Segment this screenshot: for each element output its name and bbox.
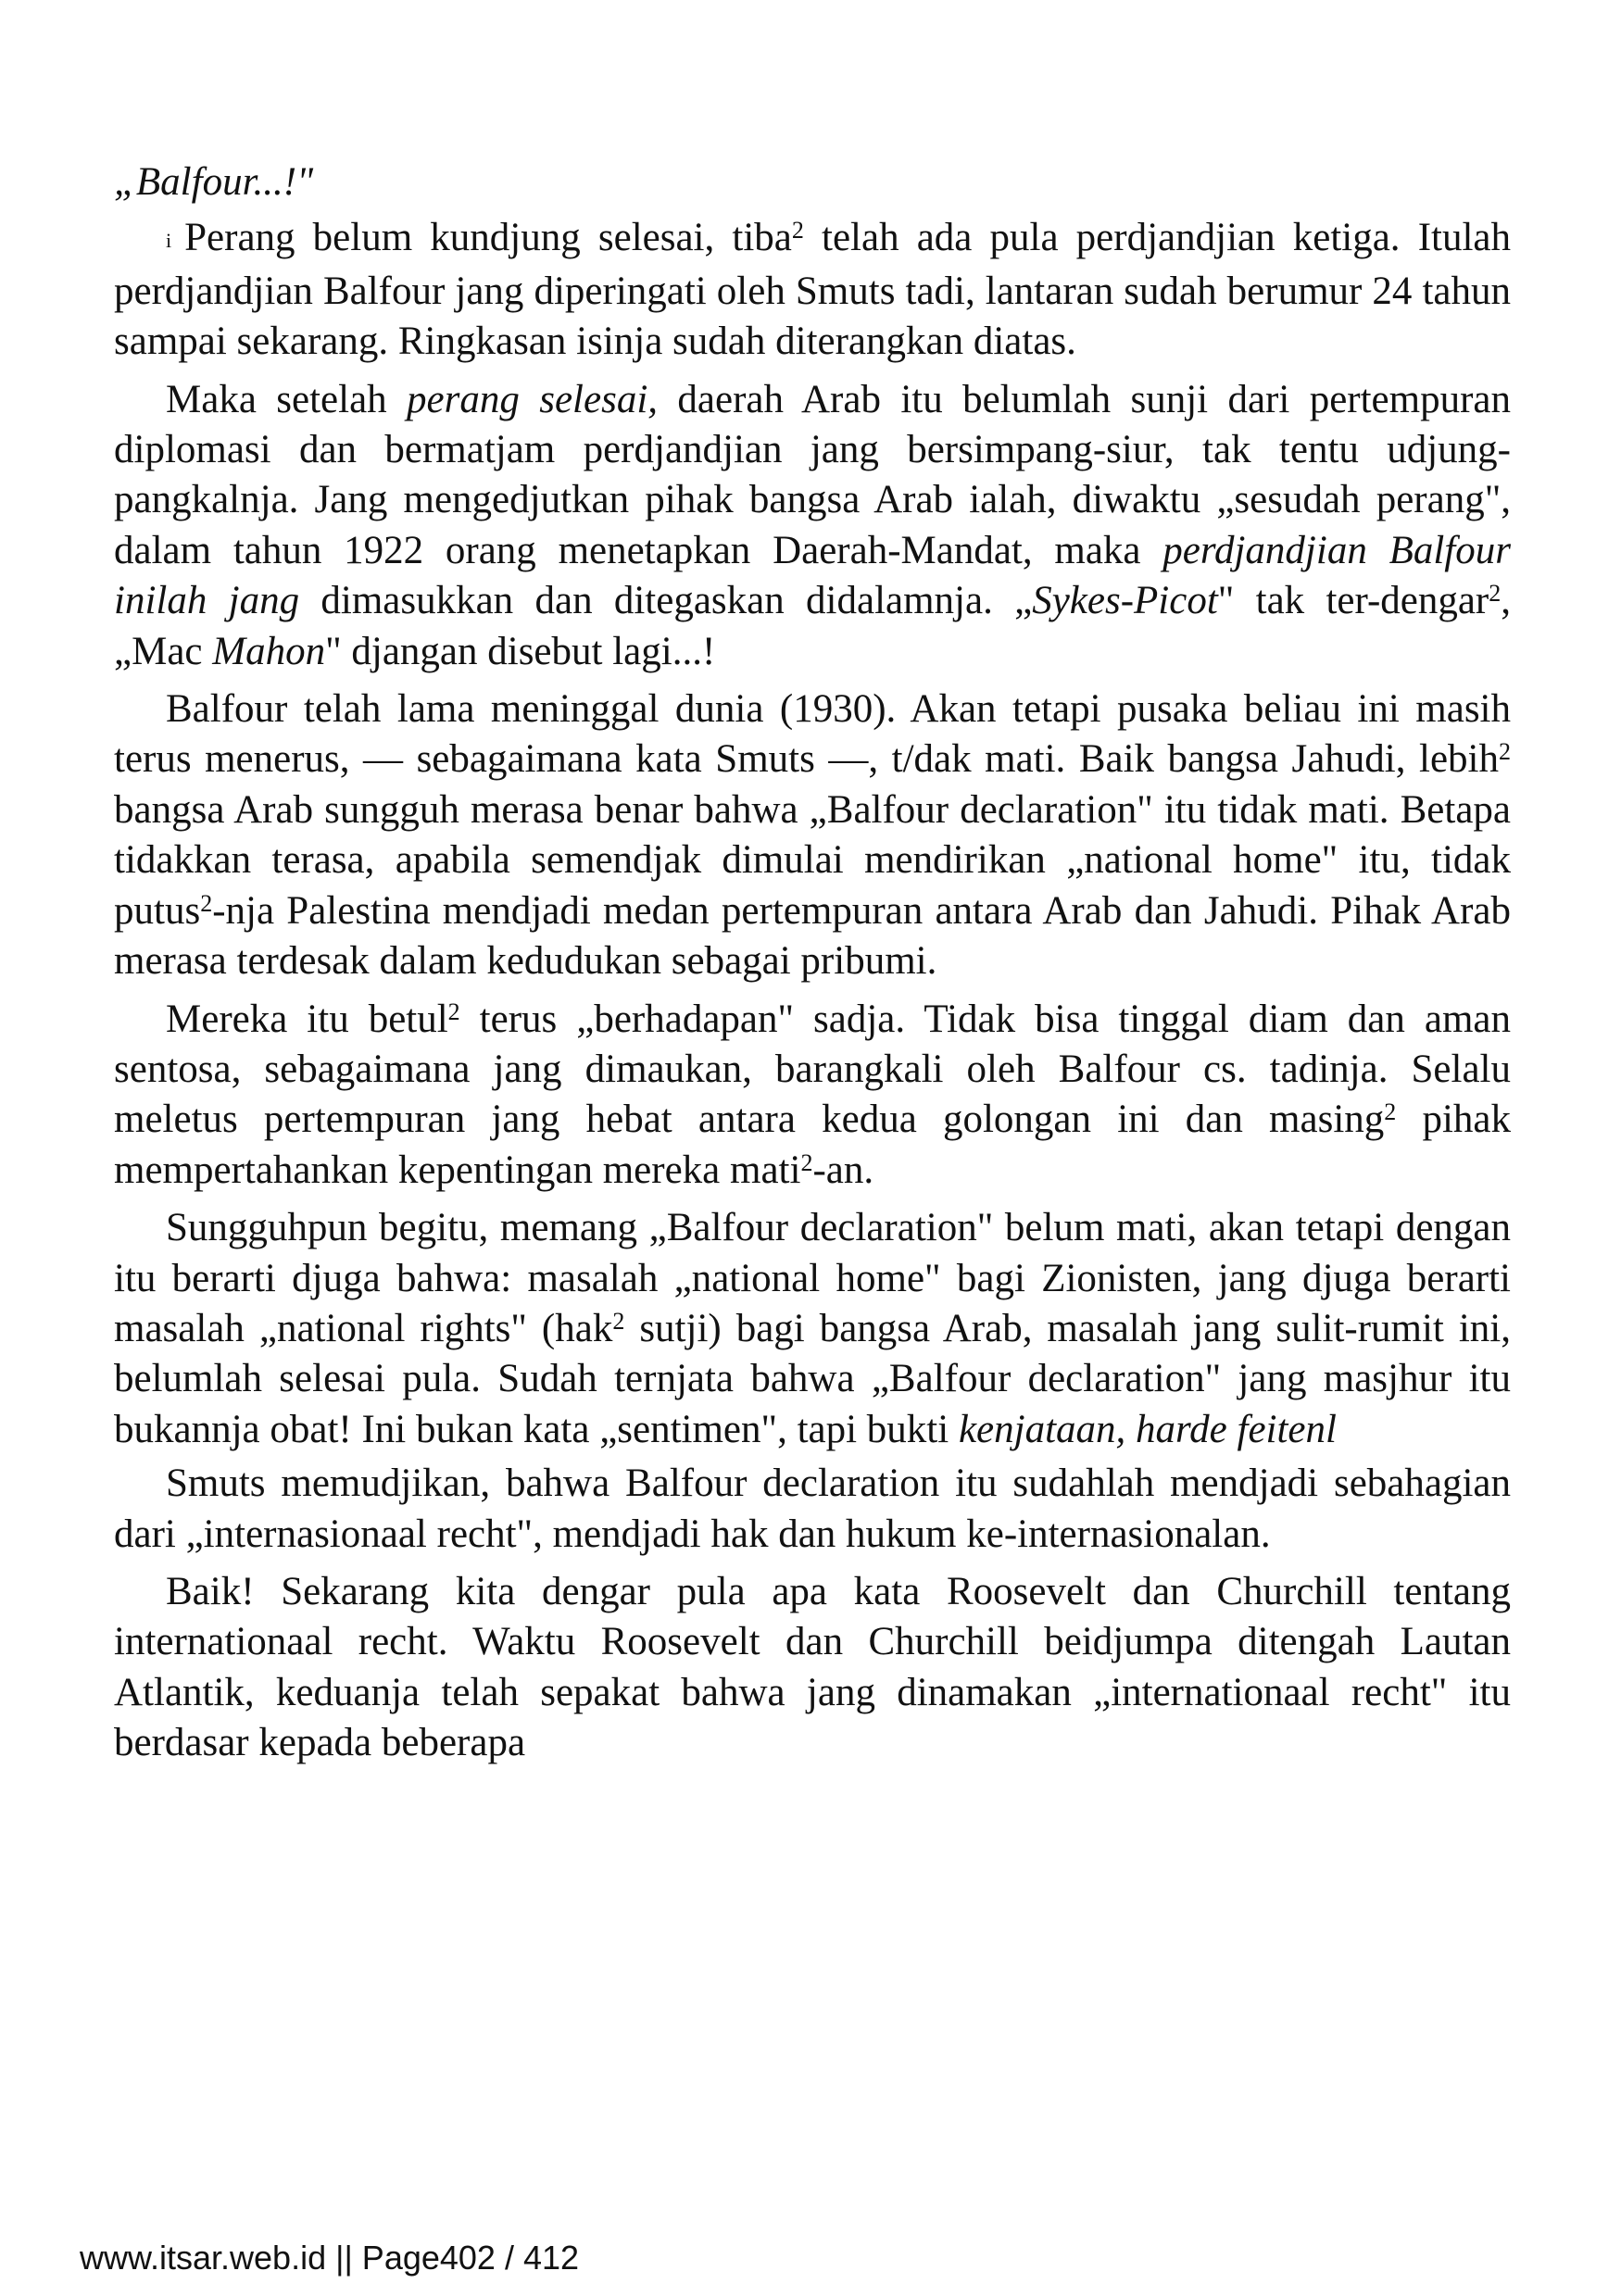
superscript: 2 [1384,1098,1397,1126]
text-run: telah ada pula perdjandjian ketiga. Itulah perdjandjian Balfour jang diperingati oleh Smuts tadi, lantaran sudah berumur 24 tahun sampai sekarang. Ringkasan isinja sudah diterangkan diatas. [114,216,1511,364]
text-run: bangsa Arab sungguh merasa benar bahwa „Balfour declaration" itu tidak mati. Betapa tidakkan terasa, apabila semendjak dimulai mendirikan „national home" itu, tidak putus [114,787,1511,933]
paragraph-7 [114,1567,1511,1769]
superscript: 2 [200,889,213,917]
margin-mark: i [166,229,172,253]
text-run: Maka setelah [166,377,408,421]
italic-run: Sykes-Picot [1032,579,1218,623]
text-run: Baik! Sekarang kita dengar pula apa kata Roosevelt dan Churchill tentang internationaal recht. Waktu Roosevelt dan Churchill beidjumpa ditengah Lautan Atlantik, keduanja telah sepakat bahwa jang dinamakan „internationaal recht" itu berdasar kepada beberapa [114,1569,1511,1765]
italic-run: perang selesai, [407,377,659,421]
text-run: Sungguhpun begitu, memang „Balfour declaration" belum mati, akan tetapi dengan itu berarti djuga bahwa: masalah „national home" bagi Zionisten, jang djuga berarti masalah „national rights" (hak [114,1206,1511,1350]
text-run: Perang belum kundjung selesai, tiba [184,216,792,260]
superscript: 2 [612,1307,625,1335]
page-body [114,157,1511,1776]
paragraph-6 [114,1459,1511,1560]
paragraph-1 [114,213,1511,367]
text-run: daerah Arab itu belumlah sunji dari pertempuran diplomasi dan bermatjam perdjandjian jang bersimpang-siur, tak tentu udjung-pangkalnja. Jang mengedjutkan pihak bangsa Arab ialah, diwaktu „sesudah perang", dalam tahun 1922 orang menetapkan Daerah-Mandat, maka [114,377,1511,572]
italic-run: perdjandjian Balfour inilah jang [114,528,1511,623]
paragraph-2 [114,375,1511,677]
opening-line: „Balfour...!" [114,160,314,204]
text-run: , „Mac [114,579,1512,673]
paragraph-4 [114,995,1511,1197]
text-run: -an. [812,1148,874,1192]
text-run: pihak mempertahankan kepentingan mereka mati [114,1098,1511,1192]
text-run: " djangan disebut lagi...! [325,629,716,673]
text-run: terus „berhadapan" sadja. Tidak bisa tinggal diam dan aman sentosa, sebagaimana jang dimaukan, barangkali oleh Balfour cs. tadinja. Selalu meletus pertempuran jang hebat antara kedua golongan ini dan masing [114,997,1511,1142]
text-run: Smuts memudjikan, bahwa Balfour declaration itu sudahlah mendjadi sebahagian dari „internasionaal recht", mendjadi hak dan hukum ke-internasionalan. [114,1462,1511,1556]
italic-run: kenjataan, harde feitenl [958,1407,1337,1451]
italic-run: Mahon [212,629,326,673]
text-run: " tak ter-dengar [1217,579,1489,623]
superscript: 2 [800,1148,813,1176]
text-run: Balfour telah lama meninggal dunia (1930). Akan tetapi pusaka beliau ini masih terus menerus, — sebagaimana kata Smuts —, t/dak mati. Baik bangsa Jahudi, lebih [114,687,1511,782]
text-run: sutji) bagi bangsa Arab, masalah jang sulit-rumit ini, belumlah selesai pula. Sudah ternjata bahwa „Balfour declaration" jang masjhur itu bukannja obat! Ini bukan kata „sentimen", tapi bukti [114,1306,1511,1451]
paragraph-3 [114,684,1511,986]
text-run: Mereka itu betul [166,997,448,1041]
text-run: -nja Palestina mendjadi medan pertempuran antara Arab dan Jahudi. Pihak Arab merasa terdesak dalam kedudukan sebagai pribumi. [114,888,1511,984]
superscript: 2 [1499,738,1511,766]
paragraph-5 [114,1203,1511,1455]
text-run: dimasukkan dan ditegaskan didalamnja. „ [299,579,1033,623]
superscript: 2 [791,217,804,245]
page-footer: www.itsar.web.id || Page402 / 412 [80,2239,580,2277]
superscript: 2 [447,997,460,1025]
superscript: 2 [1489,580,1502,608]
